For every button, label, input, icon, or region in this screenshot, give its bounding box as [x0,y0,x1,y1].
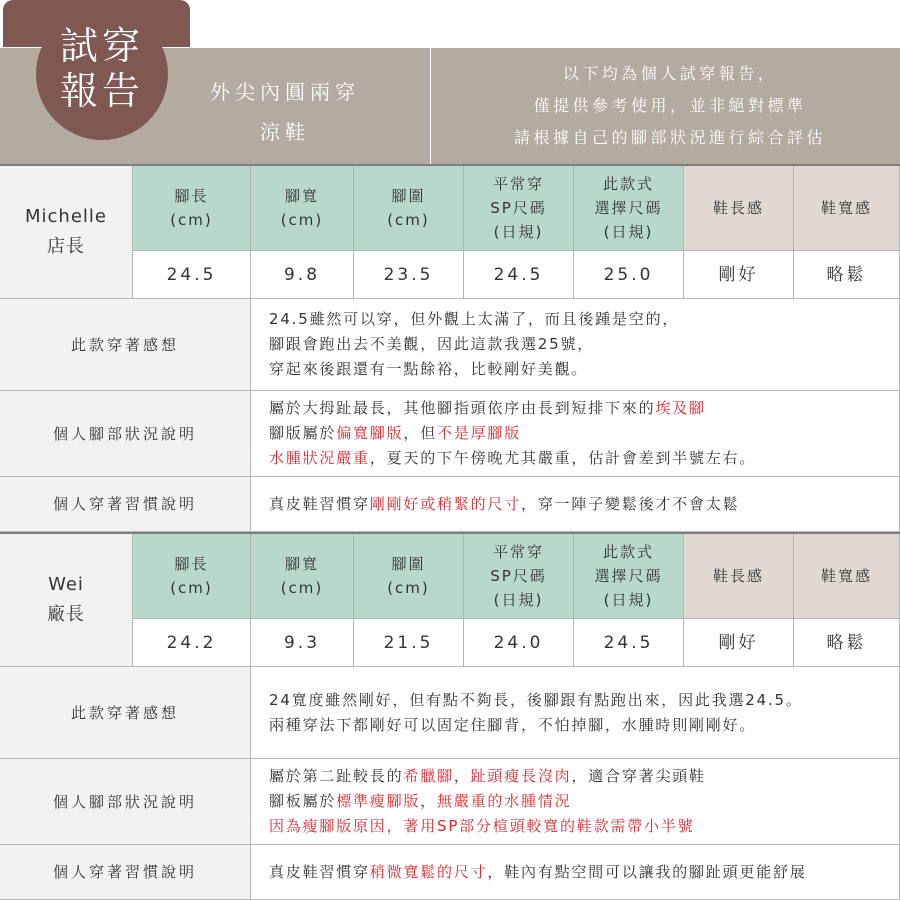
highlight-text: 不是厚腳版 [437,424,522,442]
report-badge-title: 試穿報告 [59,24,144,113]
col-foot-girth: 腳圍 (cm) [354,166,464,251]
highlight-text: 埃及腳 [655,399,706,417]
highlight-text: 標準瘦腳版 [336,792,421,810]
highlight-text: 希臘腳 [403,767,454,785]
disclaimer [455,58,885,154]
disclaimer-line: 以下均為個人試穿報告， [562,64,778,83]
foot-condition-line: 腳板屬於標準瘦腳版，無嚴重的水腫情況 [269,792,572,810]
foot-condition-line: 腳版屬於偏寬腳版，但不是厚腳版 [269,424,522,442]
col-foot-girth: 腳圍 (cm) [354,534,464,619]
tester-name: Wei 廠長 [0,534,133,667]
highlight-text: 稍微寬鬆的尺寸 [369,862,488,881]
impression-line: 24寬度雖然剛好，但有點不夠長，後腳跟有點跑出來，因此我選24.5。 [269,690,803,709]
impression-text [251,299,900,391]
value-length-feel: 剛好 [684,251,794,299]
value-width-feel: 略鬆 [794,619,900,667]
highlight-text: 趾頭瘦長沒肉 [470,767,572,785]
highlight-text: 因為瘦腳版原因，著用SP部分楦頭較寬的鞋款需帶小半號 [269,817,695,835]
highlight-text: 剛剛好或稍緊的尺寸 [369,494,522,513]
foot-condition-line [269,814,706,839]
foot-condition-line: 屬於第二趾較長的希臘腳，趾頭瘦長沒肉，適合穿著尖頭鞋 [269,767,706,785]
tester-name: Michelle 店長 [0,166,133,299]
header-divider [430,48,431,164]
value-usual-size: 24.0 [464,619,574,667]
value-width-feel: 略鬆 [794,251,900,299]
value-chosen-size: 24.5 [574,619,684,667]
highlight-text: 偏寬腳版 [336,424,404,442]
col-chosen-size: 此款式 選擇尺碼 (日規) [574,166,684,251]
highlight-text: 無嚴重的水腫情況 [437,792,572,810]
value-foot-width: 9.8 [251,251,354,299]
col-usual-size: 平常穿 SP尺碼 (日規) [464,534,574,619]
value-foot-girth: 23.5 [354,251,464,299]
foot-condition-line: 屬於大拇趾最長，其他腳指頭依序由長到短排下來的埃及腳 [269,399,706,417]
value-foot-width: 9.3 [251,619,354,667]
col-length-feel: 鞋長感 [684,534,794,619]
foot-condition-text [251,391,900,477]
value-foot-girth: 21.5 [354,619,464,667]
style-name: 外尖內圓兩穿涼鞋 [210,80,360,144]
col-usual-size: 平常穿 SP尺碼 (日規) [464,166,574,251]
col-length-feel: 鞋長感 [684,166,794,251]
wearing-habit-line: 真皮鞋習慣穿剛剛好或稍緊的尺寸，穿一陣子變鬆後才不會太鬆 [269,494,740,513]
value-usual-size: 24.5 [464,251,574,299]
wearing-habit-line: 真皮鞋習慣穿稍微寬鬆的尺寸，鞋內有點空間可以讓我的腳趾頭更能舒展 [269,862,807,881]
wearing-habit-text [251,845,900,900]
col-chosen-size: 此款式 選擇尺碼 (日規) [574,534,684,619]
value-foot-length: 24.2 [133,619,251,667]
col-foot-width: 腳寬 (cm) [251,166,354,251]
value-foot-length: 24.5 [133,251,251,299]
impression-line: 穿起來後跟還有一點餘裕，比較剛好美觀。 [269,360,589,378]
label-wearing-habit: 個人穿著習慣說明 [0,477,251,532]
foot-condition-line: 水腫狀況嚴重，夏天的下午傍晚尤其嚴重，估計會差到半號左右。 [269,449,757,467]
label-foot-condition: 個人腳部狀況說明 [0,759,251,845]
impression-text [251,667,900,759]
label-foot-condition: 個人腳部狀況說明 [0,391,251,477]
label-impression: 此款穿著感想 [0,667,251,759]
impression-line: 兩種穿法下都剛好可以固定住腳背，不怕掉腳，水腫時則剛剛好。 [269,715,757,734]
foot-condition-text [251,759,900,845]
highlight-text: 水腫狀況嚴重 [269,449,370,467]
impression-line: 腳跟會跑出去不美觀，因此這款我選25號， [269,335,595,353]
col-width-feel: 鞋寬感 [794,166,900,251]
disclaimer-line: 請根據自己的腳部狀況進行綜合評估 [513,128,826,147]
col-foot-length: 腳長 (cm) [133,166,251,251]
label-wearing-habit: 個人穿著習慣說明 [0,845,251,900]
col-width-feel: 鞋寬感 [794,534,900,619]
disclaimer-line: 僅提供參考使用，並非絕對標準 [533,96,807,115]
value-chosen-size: 25.0 [574,251,684,299]
value-length-feel: 剛好 [684,619,794,667]
label-impression: 此款穿著感想 [0,299,251,391]
col-foot-width: 腳寬 (cm) [251,534,354,619]
col-foot-length: 腳長 (cm) [133,534,251,619]
wearing-habit-text [251,477,900,532]
impression-line: 24.5雖然可以穿，但外觀上太滿了，而且後踵是空的， [269,310,680,328]
